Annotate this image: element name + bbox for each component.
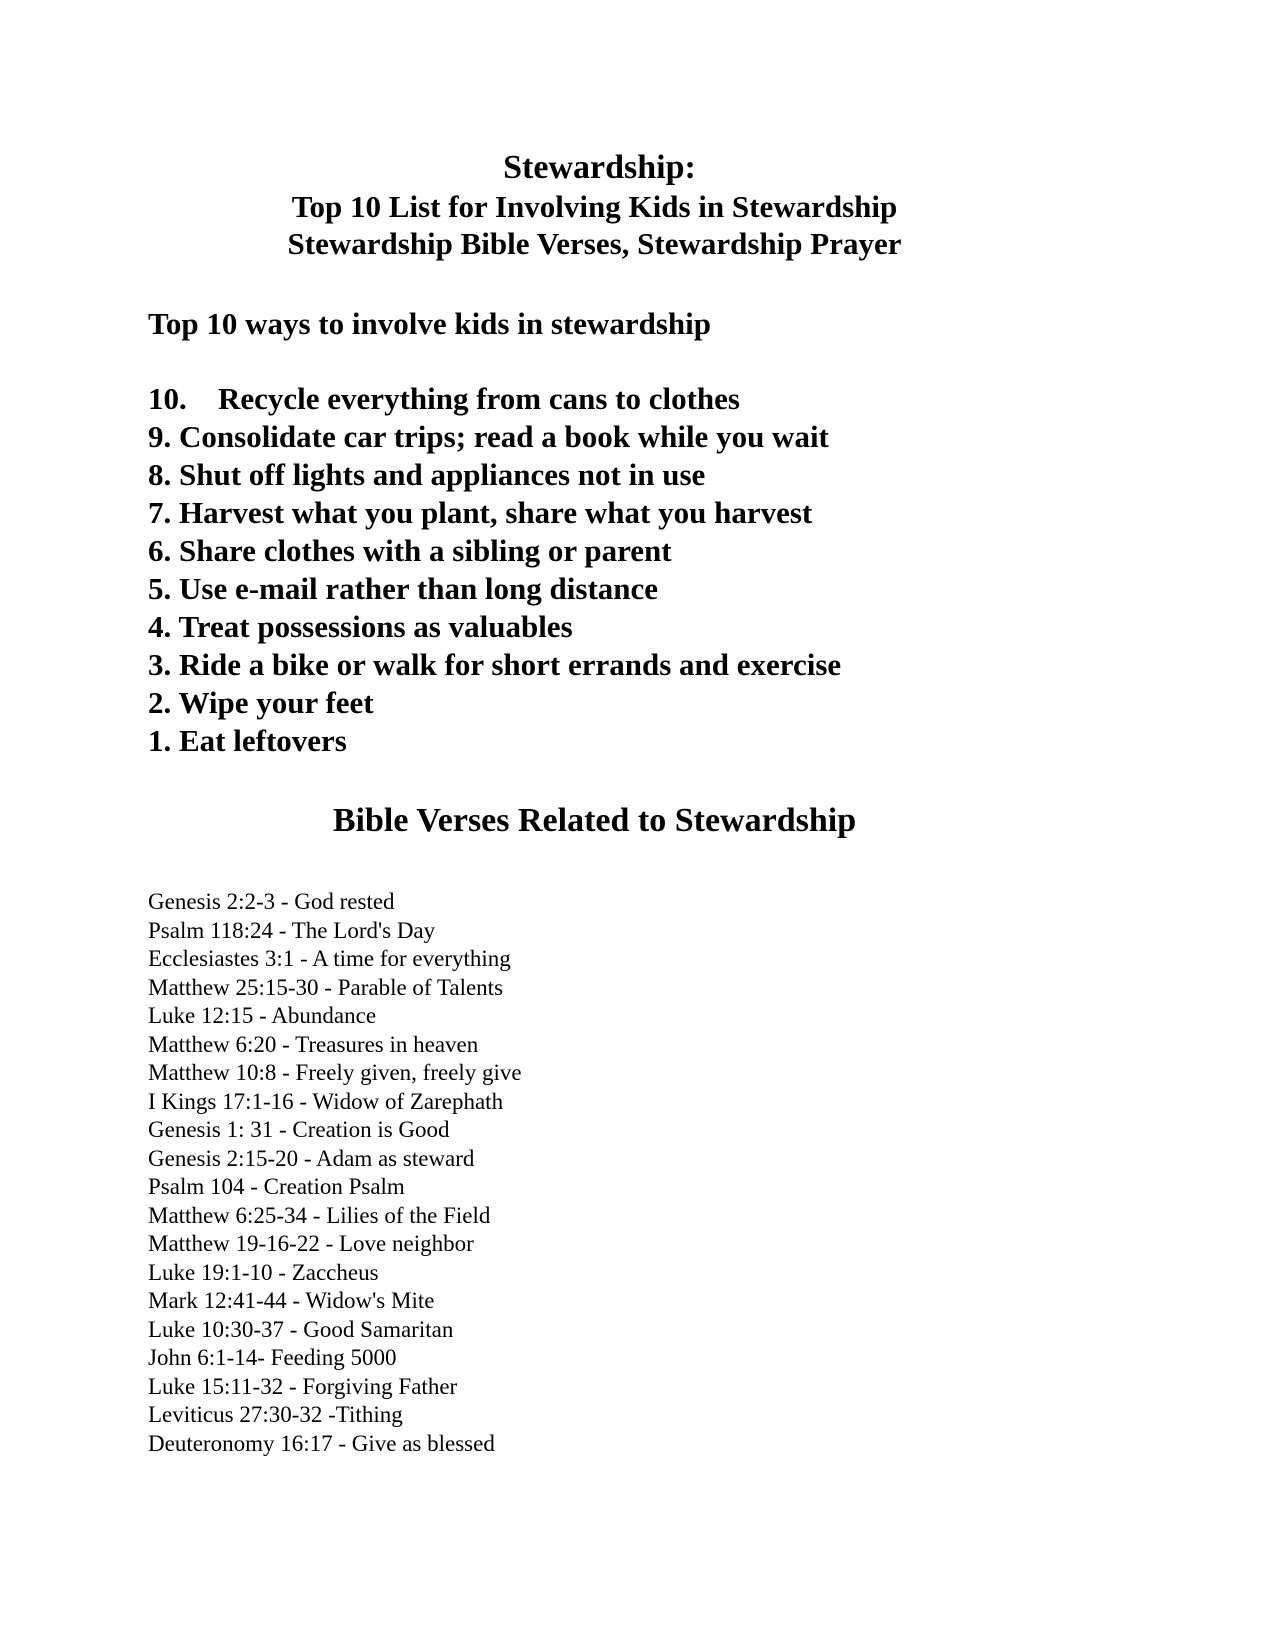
document-title: Stewardship: xyxy=(503,149,696,186)
list-item xyxy=(148,494,841,532)
list-item-number: 1. xyxy=(148,723,172,758)
verse-item: Matthew 19-16-22 - Love neighbor xyxy=(148,1231,474,1256)
list-item xyxy=(148,456,841,494)
list-item xyxy=(148,684,841,722)
list-item-number: 2. xyxy=(148,685,172,720)
bible-verses-heading-text: Bible Verses Related to Stewardship xyxy=(332,802,857,839)
list-item-number: 8. xyxy=(148,457,172,492)
list-item-number: 6. xyxy=(148,533,172,568)
document-subtitle-2: Stewardship Bible Verses, Stewardship Prayer xyxy=(287,226,902,261)
list-item-text: Shut off lights and appliances not in use xyxy=(179,457,706,492)
list-item-text: Treat possessions as valuables xyxy=(178,609,573,644)
list-item-text: Share clothes with a sibling or parent xyxy=(179,533,672,568)
list-item-text: Ride a bike or walk for short errands and exercise xyxy=(179,647,842,682)
list-item-text: Consolidate car trips; read a book while you wait xyxy=(179,419,829,454)
list-item-number: 10. xyxy=(148,381,187,416)
verse-item: Mark 12:41-44 - Widow's Mite xyxy=(148,1288,435,1313)
verse-item: Psalm 104 - Creation Psalm xyxy=(148,1174,405,1199)
list-item-number: 7. xyxy=(148,495,172,530)
list-item-text: Use e-mail rather than long distance xyxy=(179,571,659,606)
list-item-number: 5. xyxy=(148,571,172,606)
verse-item: Matthew 6:25-34 - Lilies of the Field xyxy=(148,1202,491,1228)
bible-verse-list xyxy=(148,888,522,1458)
verse-item: Matthew 6:20 - Treasures in heaven xyxy=(148,1031,479,1057)
verse-item: Leviticus 27:30-32 -Tithing xyxy=(148,1402,403,1427)
list-item-text: Eat leftovers xyxy=(179,723,347,758)
verse-item: Deuteronomy 16:17 - Give as blessed xyxy=(148,1430,495,1456)
list-item xyxy=(148,722,841,760)
list-item-number: 9. xyxy=(148,419,172,454)
verse-item: Luke 12:15 - Abundance xyxy=(148,1003,377,1028)
list-item-text: Recycle everything from cans to clothes xyxy=(218,381,740,416)
list-item-text: Wipe your feet xyxy=(178,685,374,720)
verse-item: Genesis 2:15-20 - Adam as steward xyxy=(148,1145,475,1171)
bible-verses-heading xyxy=(0,801,1275,841)
verse-item: I Kings 17:1-16 - Widow of Zarephath xyxy=(148,1088,504,1114)
verse-item: John 6:1-14- Feeding 5000 xyxy=(148,1345,397,1370)
list-item xyxy=(148,608,841,646)
list-item xyxy=(148,646,841,684)
top10-heading: Top 10 ways to involve kids in stewardship xyxy=(148,306,712,341)
list-item xyxy=(148,532,841,570)
verse-item: Matthew 25:15-30 - Parable of Talents xyxy=(148,974,504,1000)
verse-item: Luke 10:30-37 - Good Samaritan xyxy=(148,1316,454,1342)
verse-item: Genesis 2:2-3 - God rested xyxy=(148,889,395,914)
list-item xyxy=(148,380,841,418)
list-item-number: 3. xyxy=(148,647,172,682)
verse-item: Matthew 10:8 - Freely given, freely give xyxy=(148,1060,522,1085)
verse-item: Ecclesiastes 3:1 - A time for everything xyxy=(148,946,511,971)
list-item xyxy=(148,418,841,456)
list-item-number: 4. xyxy=(148,609,172,644)
verse-item: Genesis 1: 31 - Creation is Good xyxy=(148,1117,450,1142)
list-item-text: Harvest what you plant, share what you harvest xyxy=(179,495,813,530)
verse-item: Luke 15:11-32 - Forgiving Father xyxy=(148,1373,458,1399)
document-header xyxy=(0,148,1275,262)
top10-list xyxy=(148,380,841,760)
verse-item: Luke 19:1-10 - Zaccheus xyxy=(148,1259,379,1285)
verse-item: Psalm 118:24 - The Lord's Day xyxy=(148,917,436,943)
list-item xyxy=(148,570,841,608)
document-subtitle-1: Top 10 List for Involving Kids in Stewardship xyxy=(291,189,898,224)
